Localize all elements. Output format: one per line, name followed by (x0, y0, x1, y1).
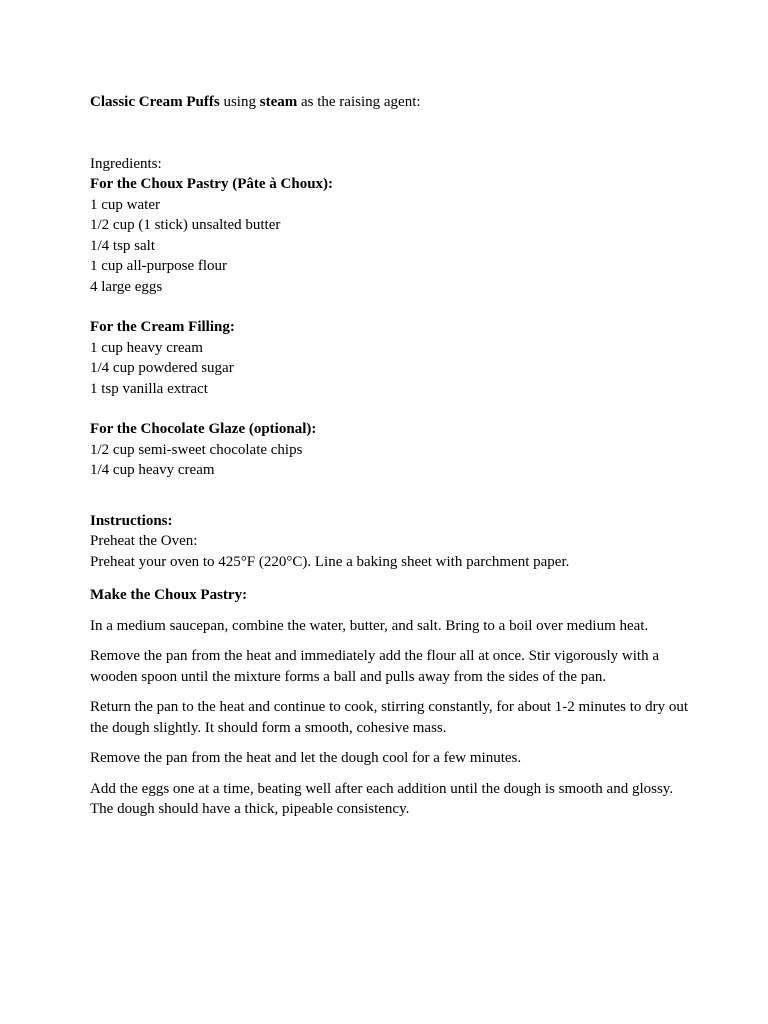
ingredient-item: 1/2 cup (1 stick) unsalted butter (90, 217, 281, 233)
ingredients-heading: Ingredients: (90, 155, 162, 172)
instructions-heading: Instructions: (90, 512, 173, 529)
ingredient-item: 1 cup water (90, 196, 160, 213)
recipe-title (90, 92, 690, 113)
instruction-step: Remove the pan from the heat and immediately add the flour all at once. Stir vigorously with a wooden spoon until the mixture forms a ball and pulls away from the sides of the pan. (90, 648, 660, 685)
recipe-title-keyword: steam (259, 94, 298, 110)
make-choux-heading: Make the Choux Pastry: (90, 587, 248, 603)
ingredient-item: 1/4 cup heavy cream (90, 462, 215, 478)
preheat-heading: Preheat the Oven: (90, 533, 198, 549)
ingredient-item: 4 large eggs (90, 278, 163, 295)
recipe-title-text-1: using (219, 94, 260, 110)
ingredient-item: 1 cup heavy cream (90, 339, 203, 356)
ingredient-item: 1/4 tsp salt (90, 237, 156, 254)
filling-ingredients-heading: For the Cream Filling: (90, 319, 235, 335)
ingredient-item: 1/4 cup powdered sugar (90, 360, 234, 376)
choux-ingredients-heading: For the Choux Pastry (Pâte à Choux): (90, 176, 334, 192)
instruction-step: Return the pan to the heat and continue to cook, stirring constantly, for about 1-2 minutes to dry out the dough slightly. It should form a smooth, cohesive mass. (90, 699, 689, 736)
recipe-title-text-2: as the raising agent: (297, 94, 421, 110)
ingredient-item: 1/2 cup semi-sweet chocolate chips (90, 441, 303, 458)
document-page (90, 92, 690, 830)
glaze-ingredients-heading: For the Chocolate Glaze (optional): (90, 421, 317, 437)
ingredient-item: 1 cup all-purpose flour (90, 258, 228, 274)
preheat-text: Preheat your oven to 425°F (220°C). Line a baking sheet with parchment paper. (90, 553, 570, 570)
instruction-step: Remove the pan from the heat and let the dough cool for a few minutes. (90, 750, 522, 766)
recipe-title-name: Classic Cream Puffs (90, 94, 220, 110)
instruction-step: In a medium saucepan, combine the water, butter, and salt. Bring to a boil over medium heat. (90, 617, 649, 634)
ingredient-item: 1 tsp vanilla extract (90, 380, 208, 397)
instruction-step: Add the eggs one at a time, beating well after each addition until the dough is smooth and glossy. The dough should have a thick, pipeable consistency. (90, 780, 674, 817)
